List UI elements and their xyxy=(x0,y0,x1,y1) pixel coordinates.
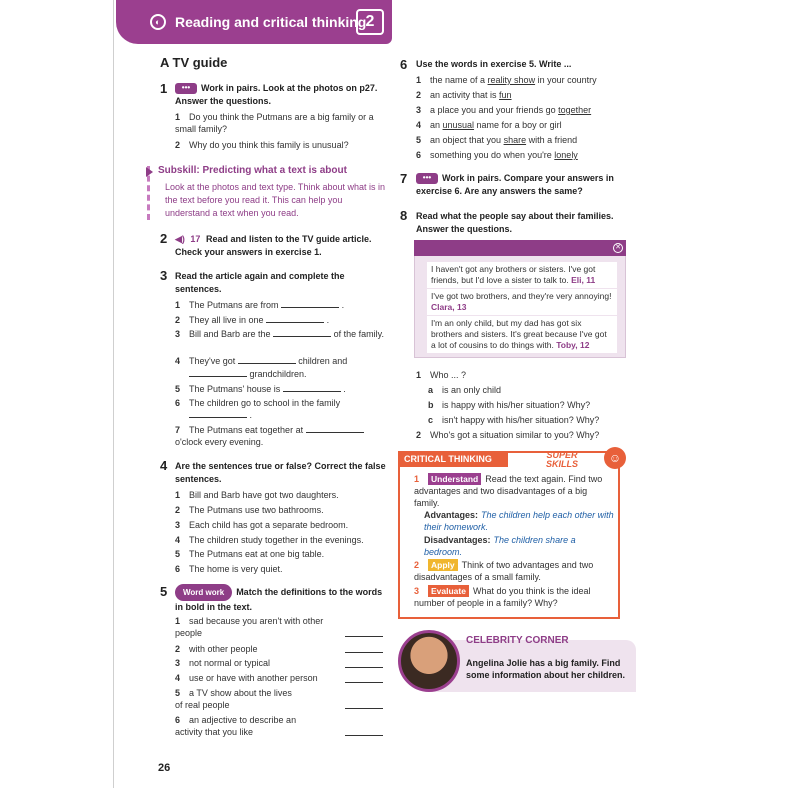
quote-author: Toby, 12 xyxy=(556,340,590,350)
quote-toby xyxy=(427,316,617,353)
exercise-4-item xyxy=(175,519,390,531)
banner-title: Reading and critical thinking xyxy=(175,14,367,30)
item-number: 1 xyxy=(175,616,181,626)
brain-icon: ☺ xyxy=(604,447,626,469)
answer-blank[interactable] xyxy=(345,652,383,653)
exercise-3-item xyxy=(175,328,385,340)
item-number: 1 xyxy=(416,75,422,85)
exercise-5-text: Match the definitions to the words in bold in the text. xyxy=(175,587,383,612)
item-number: 5 xyxy=(175,688,181,698)
item-text: . xyxy=(326,315,330,325)
exercise-3-item xyxy=(175,314,390,326)
item-number: 3 xyxy=(175,658,181,668)
exercise-3-item xyxy=(189,368,389,380)
exercise-5-number: 5 xyxy=(160,584,168,599)
item-number: 1 xyxy=(416,370,422,380)
item-text: The Putmans eat together at xyxy=(189,425,304,435)
item-number: 2 xyxy=(175,315,181,325)
item-number: 3 xyxy=(416,105,422,115)
item-text: not normal or typical xyxy=(189,658,271,668)
underlined-word: share xyxy=(503,135,527,145)
exercise-6-item xyxy=(416,104,636,116)
exercise-7-text: Work in pairs. Compare your answers in exercise 6. Are any answers the same? xyxy=(416,173,614,196)
exercise-1-item xyxy=(175,111,390,135)
item-number: 1 xyxy=(175,112,181,122)
critical-thinking-title: CRITICAL THINKING xyxy=(398,451,508,467)
exercise-1-item xyxy=(175,139,390,151)
exercise-6-item xyxy=(416,89,636,101)
item-number: 6 xyxy=(416,150,422,160)
exercise-7-number: 7 xyxy=(400,171,408,186)
item-text: The home is very quiet. xyxy=(189,564,283,574)
item-text: Who's got a situation similar to you? Why? xyxy=(430,430,600,440)
exercise-1-number: 1 xyxy=(160,81,168,96)
apply-tag: Apply xyxy=(428,559,458,571)
item-text: is happy with his/her situation? Why? xyxy=(442,400,591,410)
disadvantages-label: Disadvantages: xyxy=(424,535,491,545)
item-text: an activity that is xyxy=(430,90,500,100)
critical-step-1 xyxy=(414,473,614,509)
underlined-word: lonely xyxy=(554,150,578,160)
answer-blank[interactable] xyxy=(238,356,296,364)
exercise-1-instruction xyxy=(175,82,390,108)
close-icon: ✕ xyxy=(613,243,623,253)
exercise-5-item xyxy=(175,643,325,655)
super-label: SUPER xyxy=(546,450,578,460)
item-number: 4 xyxy=(175,673,181,683)
answer-blank[interactable] xyxy=(345,708,383,709)
item-number: 2 xyxy=(416,90,422,100)
exercise-2-instruction xyxy=(175,233,390,259)
exercise-5-item xyxy=(175,714,315,738)
exercise-5-item xyxy=(175,615,325,639)
item-number: 3 xyxy=(414,586,420,596)
item-number: 6 xyxy=(175,715,181,725)
item-text: of the family. xyxy=(333,329,384,339)
quote-eli xyxy=(427,262,617,288)
item-number: 3 xyxy=(175,520,181,530)
item-text: Who ... ? xyxy=(430,370,467,380)
item-number: 4 xyxy=(416,120,422,130)
answer-blank[interactable] xyxy=(189,369,247,377)
item-number: 1 xyxy=(175,490,181,500)
item-text: is an only child xyxy=(442,385,502,395)
item-text: an adjective to describe an activity that you like xyxy=(175,715,297,737)
exercise-6-item xyxy=(416,119,636,131)
underlined-word: together xyxy=(558,105,592,115)
item-text: Bill and Barb are the xyxy=(189,329,271,339)
item-text: sad because you aren't with other people xyxy=(175,616,324,638)
item-number: 2 xyxy=(416,430,422,440)
advantages-label: Advantages: xyxy=(424,510,479,520)
item-text: The Putmans eat at one big table. xyxy=(189,549,325,559)
exercise-4-item xyxy=(175,489,390,501)
exercise-4-number: 4 xyxy=(160,458,168,473)
item-letter: b xyxy=(428,400,434,410)
item-text: a TV show about the lives of real people xyxy=(175,688,292,710)
question-1-item xyxy=(428,399,628,411)
item-text: The Putmans' house is xyxy=(189,384,281,394)
underlined-word: unusual xyxy=(442,120,475,130)
item-text: grandchildren. xyxy=(249,369,307,379)
exercise-3-number: 3 xyxy=(160,268,168,283)
exercise-3-item xyxy=(175,424,385,448)
celebrity-photo xyxy=(398,630,460,692)
exercise-5-item xyxy=(175,687,295,711)
item-number: 2 xyxy=(414,560,420,570)
question-1 xyxy=(416,369,616,381)
quote-clara xyxy=(427,289,617,315)
skills-label: SKILLS xyxy=(546,459,579,469)
answer-blank[interactable] xyxy=(189,410,247,418)
exercise-3-item xyxy=(175,397,365,421)
exercise-6-item xyxy=(416,134,636,146)
exercise-4-instruction: Are the sentences true or false? Correct the false sentences. xyxy=(175,461,386,484)
quote-author: Clara, 13 xyxy=(431,302,467,312)
item-number: 1 xyxy=(414,474,420,484)
item-text: They've got xyxy=(189,356,236,366)
exercise-8-instruction: Read what the people say about their families. Answer the questions. xyxy=(416,211,614,234)
exercise-7-instruction xyxy=(416,172,630,198)
answer-blank[interactable] xyxy=(345,735,383,736)
question-1-item xyxy=(428,414,628,426)
item-text: . xyxy=(249,410,253,420)
answer-blank[interactable] xyxy=(345,667,383,668)
evaluate-tag: Evaluate xyxy=(428,585,469,597)
audio-icon[interactable]: ◀) xyxy=(175,234,188,244)
answer-blank[interactable] xyxy=(345,636,383,637)
exercise-8-number: 8 xyxy=(400,208,408,223)
item-number: 5 xyxy=(175,384,181,394)
item-text: Do you think the Putmans are a big family or a small family? xyxy=(175,112,374,134)
answer-blank[interactable] xyxy=(345,682,383,683)
item-text: o'clock every evening. xyxy=(175,437,264,447)
item-text: children and xyxy=(298,356,348,366)
item-text: The Putmans are from xyxy=(189,300,279,310)
disadvantages-text: The children share a bedroom. xyxy=(424,535,576,557)
reading-icon: ◐ xyxy=(150,14,166,30)
subskill-arrow-icon xyxy=(146,167,153,177)
pair-work-icon: ••• xyxy=(416,173,438,184)
item-text: They all live in one xyxy=(189,315,264,325)
item-text: something you do when you're xyxy=(430,150,555,160)
super-skills-label xyxy=(546,451,578,469)
item-number: 4 xyxy=(175,535,181,545)
section-title: A TV guide xyxy=(160,55,228,70)
item-text: a place you and your friends go xyxy=(430,105,559,115)
critical-step-2 xyxy=(414,559,614,583)
item-text: an xyxy=(430,120,443,130)
exercise-4-item xyxy=(175,563,390,575)
item-text: use or have with another person xyxy=(189,673,318,683)
underlined-word: fun xyxy=(499,90,512,100)
answer-blank[interactable] xyxy=(283,384,341,392)
exercise-6-instruction: Use the words in exercise 5. Write ... xyxy=(416,59,572,69)
item-text: The Putmans use two bathrooms. xyxy=(189,505,324,515)
exercise-2-text: Read and listen to the TV guide article. Check your answers in exercise 1. xyxy=(175,234,372,257)
exercise-1-text: Work in pairs. Look at the photos on p27. Answer the questions. xyxy=(175,83,378,106)
exercise-5-item xyxy=(175,672,335,684)
item-text: The children study together in the evenings. xyxy=(189,535,364,545)
critical-step-3 xyxy=(414,585,614,609)
item-number: 2 xyxy=(175,505,181,515)
item-text: The children go to school in the family xyxy=(189,398,341,408)
exercise-2-number: 2 xyxy=(160,231,168,246)
exercise-3-item xyxy=(175,383,390,395)
item-number: 2 xyxy=(175,644,181,654)
pair-work-icon: ••• xyxy=(175,83,197,94)
quote-text: I've got two brothers, and they're very annoying! xyxy=(431,291,612,301)
item-text: name for a boy or girl xyxy=(474,120,562,130)
item-number: 5 xyxy=(416,135,422,145)
exercise-4-item xyxy=(175,534,390,546)
exercise-6-item xyxy=(416,149,636,161)
item-text: Why do you think this family is unusual? xyxy=(189,140,349,150)
exercise-5-instruction xyxy=(175,584,390,614)
item-text: with a friend xyxy=(526,135,578,145)
item-text: . xyxy=(341,300,345,310)
exercise-3-instruction: Read the article again and complete the sentences. xyxy=(175,271,345,294)
item-text: Think of two advantages and two disadvantages of a small family. xyxy=(414,560,594,582)
exercise-5-item xyxy=(175,657,325,669)
item-text: What do you think is the ideal number of people in a family? Why? xyxy=(414,586,591,608)
item-letter: a xyxy=(428,385,434,395)
subskill-title: Subskill: Predicting what a text is about xyxy=(158,165,347,176)
exercise-6-number: 6 xyxy=(400,57,408,72)
item-text: . xyxy=(343,384,346,394)
item-number: 7 xyxy=(175,425,181,435)
quote-author: Eli, 11 xyxy=(571,275,596,285)
item-text: Each child has got a separate bedroom. xyxy=(189,520,349,530)
item-text: isn't happy with his/her situation? Why? xyxy=(442,415,600,425)
page-edge xyxy=(113,0,114,788)
item-number: 2 xyxy=(175,140,181,150)
unit-number: 2 xyxy=(356,9,384,35)
item-number: 6 xyxy=(175,564,181,574)
quote-text: I haven't got any brothers or sisters. I've got friends, but I'd love a sister to talk to. xyxy=(431,264,596,285)
answer-blank[interactable] xyxy=(266,315,324,323)
word-work-badge: Word work xyxy=(175,584,232,601)
track-number: 17 xyxy=(190,234,201,244)
answer-blank[interactable] xyxy=(306,425,364,433)
advantages-text: The children help each other with their homework. xyxy=(424,510,614,532)
underlined-word: reality show xyxy=(487,75,536,85)
understand-tag: Understand xyxy=(428,473,481,485)
exercise-3-item xyxy=(175,299,390,311)
item-number: 1 xyxy=(175,300,181,310)
disadvantages xyxy=(424,534,614,558)
quotes-header xyxy=(414,240,626,256)
question-1-item xyxy=(428,384,628,396)
advantages xyxy=(424,509,614,533)
exercise-4-item xyxy=(175,504,390,516)
item-text: an object that you xyxy=(430,135,504,145)
answer-blank[interactable] xyxy=(273,329,331,337)
exercise-3-item xyxy=(175,355,385,367)
item-number: 3 xyxy=(175,329,181,339)
exercise-6-item xyxy=(416,74,636,86)
celebrity-corner-title: CELEBRITY CORNER xyxy=(466,635,569,646)
subskill-text: Look at the photos and text type. Think about what is in the text before you read it. This can help you understand a text when you read. xyxy=(165,182,385,218)
item-letter: c xyxy=(428,415,434,425)
item-number: 6 xyxy=(175,398,181,408)
quote-text: I'm an only child, but my dad has got six brothers and sisters. It's great because I've got a lot of cousins to do things with. xyxy=(431,318,607,350)
celebrity-corner-text: Angelina Jolie has a big family. Find some information about her children. xyxy=(466,658,626,680)
page-number: 26 xyxy=(158,762,171,774)
item-text: Read the text again. Find two advantages and two disadvantages of a big family. xyxy=(414,474,603,508)
item-text: the name of a xyxy=(430,75,488,85)
item-text: Bill and Barb have got two daughters. xyxy=(189,490,339,500)
item-number: 4 xyxy=(175,356,181,366)
item-text: with other people xyxy=(189,644,258,654)
item-number: 5 xyxy=(175,549,181,559)
exercise-4-item xyxy=(175,548,390,560)
answer-blank[interactable] xyxy=(281,300,339,308)
item-text: in your country xyxy=(535,75,597,85)
question-2 xyxy=(416,429,626,441)
